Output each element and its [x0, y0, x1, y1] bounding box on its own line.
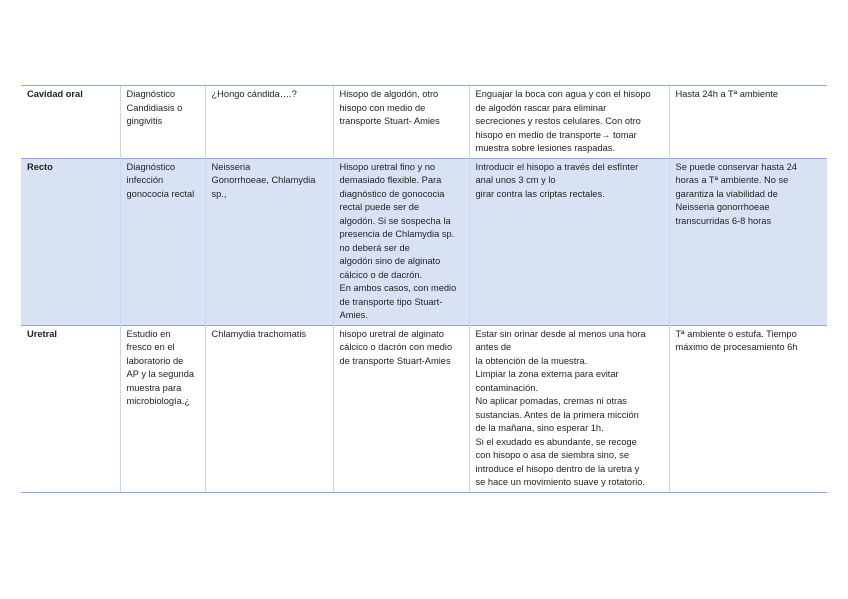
procedure-cell: Introducir el hisopo a través del esfínter anal unos 3 cm y lo girar contra las criptas rectales.: [469, 158, 669, 325]
purpose-cell: Estudio en fresco en el laboratorio de AP y la segunda muestra para microbiología.¿: [120, 325, 205, 492]
organism-cell: Neisseria Gonorrhoeae, Chlamydia sp.,: [205, 158, 333, 325]
purpose-cell: Diagnóstico infección gonococia rectal: [120, 158, 205, 325]
sample-site-cell: Uretral: [21, 325, 120, 492]
conservation-cell: Tª ambiente o estufa. Tiempo máximo de procesamiento 6h: [669, 325, 827, 492]
conservation-cell: Se puede conservar hasta 24 horas a Tª ambiente. No se garantiza la viabilidad de Neisseria gonorrhoeae transcurridas 6-8 horas: [669, 158, 827, 325]
organism-cell: ¿Hongo cándida….?: [205, 86, 333, 159]
sample-collection-table: [21, 85, 827, 493]
table-row: [21, 325, 827, 492]
procedure-cell: Enguajar la boca con agua y con el hisopo de algodón rascar para eliminar secreciones y restos celulares. Con otro hisopo en medio de transporte→ tomar muestra sobre lesiones raspadas.: [469, 86, 669, 159]
organism-cell: Chlamydia trachomatis: [205, 325, 333, 492]
procedure-cell: Estar sin orinar desde al menos una hora antes de la obtención de la muestra. Limpiar la zona externa para evitar contaminación. No aplicar pomadas, cremas ni otras sustancias. Antes de la primera micción de la mañana, sino esperar 1h. Si el exudado es abundante, se recoge con hisopo o asa de siembra sino, se introduce el hisopo dentro de la uretra y se hace un movimiento suave y rotatorio.: [469, 325, 669, 492]
swab-cell: Hisopo uretral fino y no demasiado flexible. Para diagnóstico de gonococia rectal puede ser de algodón. Si se sospecha la presencia de Chlamydia sp. no deberá ser de algodón sino de alginato cálcico o de dacrón. En ambos casos, con medio de transporte tipo Stuart- Amies.: [333, 158, 469, 325]
swab-cell: Hisopo de algodón, otro hisopo con medio de transporte Stuart- Amies: [333, 86, 469, 159]
table-row: [21, 158, 827, 325]
sample-site-cell: Cavidad oral: [21, 86, 120, 159]
swab-cell: hisopo uretral de alginato cálcico o dacrón con medio de transporte Stuart-Amies: [333, 325, 469, 492]
table-row: [21, 86, 827, 159]
sample-site-cell: Recto: [21, 158, 120, 325]
purpose-cell: Diagnóstico Candidiasis o gingivitis: [120, 86, 205, 159]
conservation-cell: Hasta 24h a Tª ambiente: [669, 86, 827, 159]
